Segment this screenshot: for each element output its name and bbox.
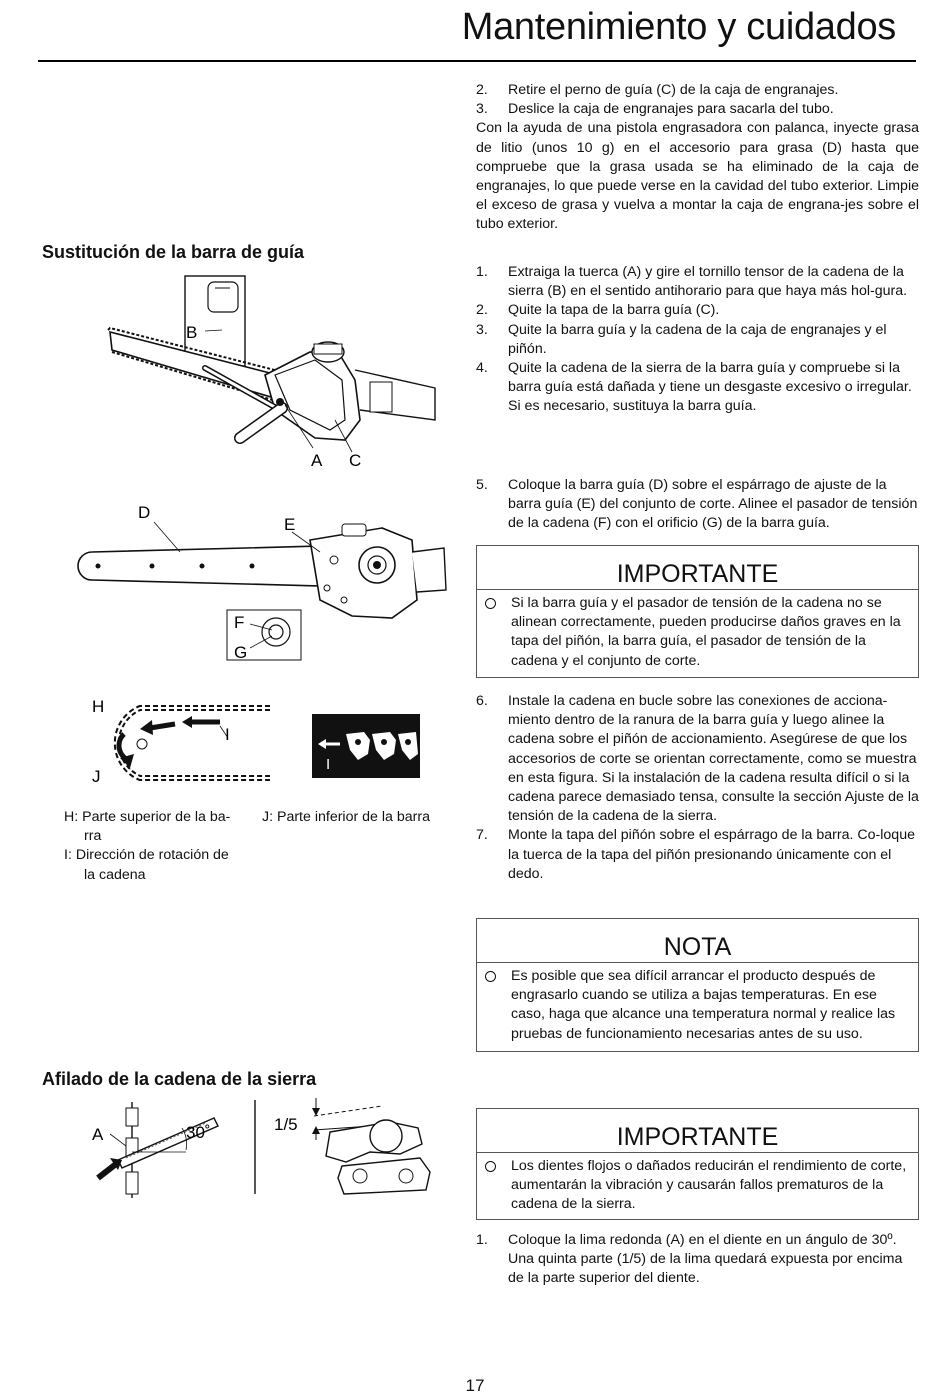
page-number: 17 [465, 1376, 485, 1394]
label-angle: 30˚ [186, 1123, 211, 1142]
bullet-icon [485, 1161, 496, 1172]
important-box-2 [476, 1108, 919, 1220]
important-title: IMPORTANTE [477, 546, 918, 590]
step-item: 1. Coloque la lima redonda (A) en el diente en un ángulo de 30º. Una quinta parte (1/5) de la lima quedará expuesta por encima de la parte superior del diente. [476, 1232, 903, 1287]
bullet-icon [485, 971, 496, 982]
header-rule [38, 60, 916, 62]
caption-i-cont: la cadena [84, 866, 146, 883]
label-g: G [234, 643, 248, 662]
nota-title: NOTA [477, 919, 918, 963]
step-item: 1. Extraiga la tuerca (A) y gire el tornillo tensor de la cadena de la sierra (B) en el sentido antihorario para que haya más hol-gura. [476, 264, 908, 300]
steps-a [476, 263, 919, 417]
step-item: 7. Monte la tapa del piñón sobre el espárrago de la barra. Co-loque la tuerca de la tapa del piñón presionando únicamente con el dedo. [476, 827, 915, 882]
sharpening-steps [476, 1231, 919, 1289]
important-box-1 [476, 545, 919, 678]
label-e: E [284, 515, 296, 534]
label-i-detail: I [326, 756, 331, 773]
bullet-icon [485, 598, 496, 609]
important-title: IMPORTANTE [477, 1109, 918, 1153]
steps-b [476, 476, 919, 534]
label-d: D [138, 503, 151, 522]
label-b: B [186, 323, 198, 342]
figure-file-angle [86, 1098, 236, 1202]
caption-i: I: Dirección de rotación de [64, 847, 229, 864]
step-item: 2. Quite la tapa de la barra guía (C). [476, 302, 720, 319]
important-bullet: Los dientes flojos o dañados reducirán el rendimiento de corte, aumentarán la vibración y causarán fallos prematuros de la cadena de la sierra. [485, 1157, 910, 1215]
step-item: 6. Instale la cadena en bucle sobre las conexiones de acciona-miento dentro de la ranura de la barra guía y luego alinee la cadena sobre el piñón de accionamiento. Asegúrese de que los accesorios de corte se orientan correctamente, como se muestra en esta figura. Si la instalación de la cadena resulta difícil o si la cadena parece demasiado tensa, consulte la sección Ajuste de la tensión de la cadena de la sierra. [476, 693, 919, 825]
figure-guide-bar-assembly [72, 500, 452, 668]
section-heading-sharpening: Afilado de la cadena de la sierra [42, 1069, 317, 1089]
section-heading-guide-bar: Sustitución de la barra de guía [42, 242, 305, 262]
step-item: 4. Quite la cadena de la sierra de la barra guía y compruebe si la barra guía está dañada y tiene un desgaste excesivo o irregular. Si es necesario, sustituya la barra guía. [476, 360, 912, 415]
caption-h: H: Parte superior de la ba- [64, 809, 231, 825]
intro-step: 2. Retire el perno de guía (C) de la caja de engranajes. [476, 82, 839, 98]
figure-chain-orientation [80, 690, 280, 800]
caption-j: J: Parte inferior de la barra [262, 809, 430, 825]
intro-step: 3. Deslice la caja de engranajes para sacarla del tubo. [476, 101, 834, 118]
label-c: C [349, 451, 362, 470]
intro-steps [476, 81, 919, 119]
label-f: F [234, 613, 245, 632]
figure-cutter-direction [312, 714, 420, 778]
page-title: Mantenimiento y cuidados [461, 6, 896, 48]
step-item: 5. Coloque la barra guía (D) sobre el espárrago de ajuste de la barra guía (E) del conjunto de corte. Alinee el pasador de tensión de la cadena (F) con el orificio (G) de la barra guía. [476, 477, 918, 532]
nota-box [476, 918, 919, 1052]
important-bullet: Si la barra guía y el pasador de tensión de la cadena no se alinean correctamente, pueden producirse daños graves en la tapa del piñón, la barra guía, el pasador de tensión de la cadena y el conjunto de corte. [485, 594, 910, 671]
label-a: A [311, 451, 323, 470]
label-a-file: A [92, 1125, 104, 1144]
figure-file-depth [250, 1094, 450, 1204]
caption-left [64, 808, 254, 885]
label-h: H [92, 697, 105, 716]
label-i: I [225, 725, 230, 744]
figure-chainsaw-head [100, 270, 440, 470]
intro-paragraph: Con la ayuda de una pistola engrasadora con palanca, inyecte grasa de litio (unos 10 g) en el accesorio para grasa (D) hasta que compruebe que la grasa usada se ha eliminado de la caja de engranajes, lo que puede verse en la cavidad del tubo exterior. Limpie el exceso de grasa y vuelva a montar la caja de engrana-jes sobre el tubo exterior. [476, 120, 919, 233]
label-j: J [92, 767, 101, 786]
intro-block [476, 81, 919, 235]
step-item: 3. Quite la barra guía y la cadena de la caja de engranajes y el piñón. [476, 321, 887, 357]
nota-bullet: Es posible que sea difícil arrancar el producto después de engrasarlo cuando se utiliza a bajas temperaturas. En ese caso, haga que alcance una temperatura normal y realice las pruebas de funcionamiento necesarias antes de su uso. [485, 967, 910, 1044]
label-fraction: 1/5 [274, 1115, 298, 1134]
caption-h-cont: rra [84, 828, 102, 845]
steps-c [476, 692, 919, 884]
